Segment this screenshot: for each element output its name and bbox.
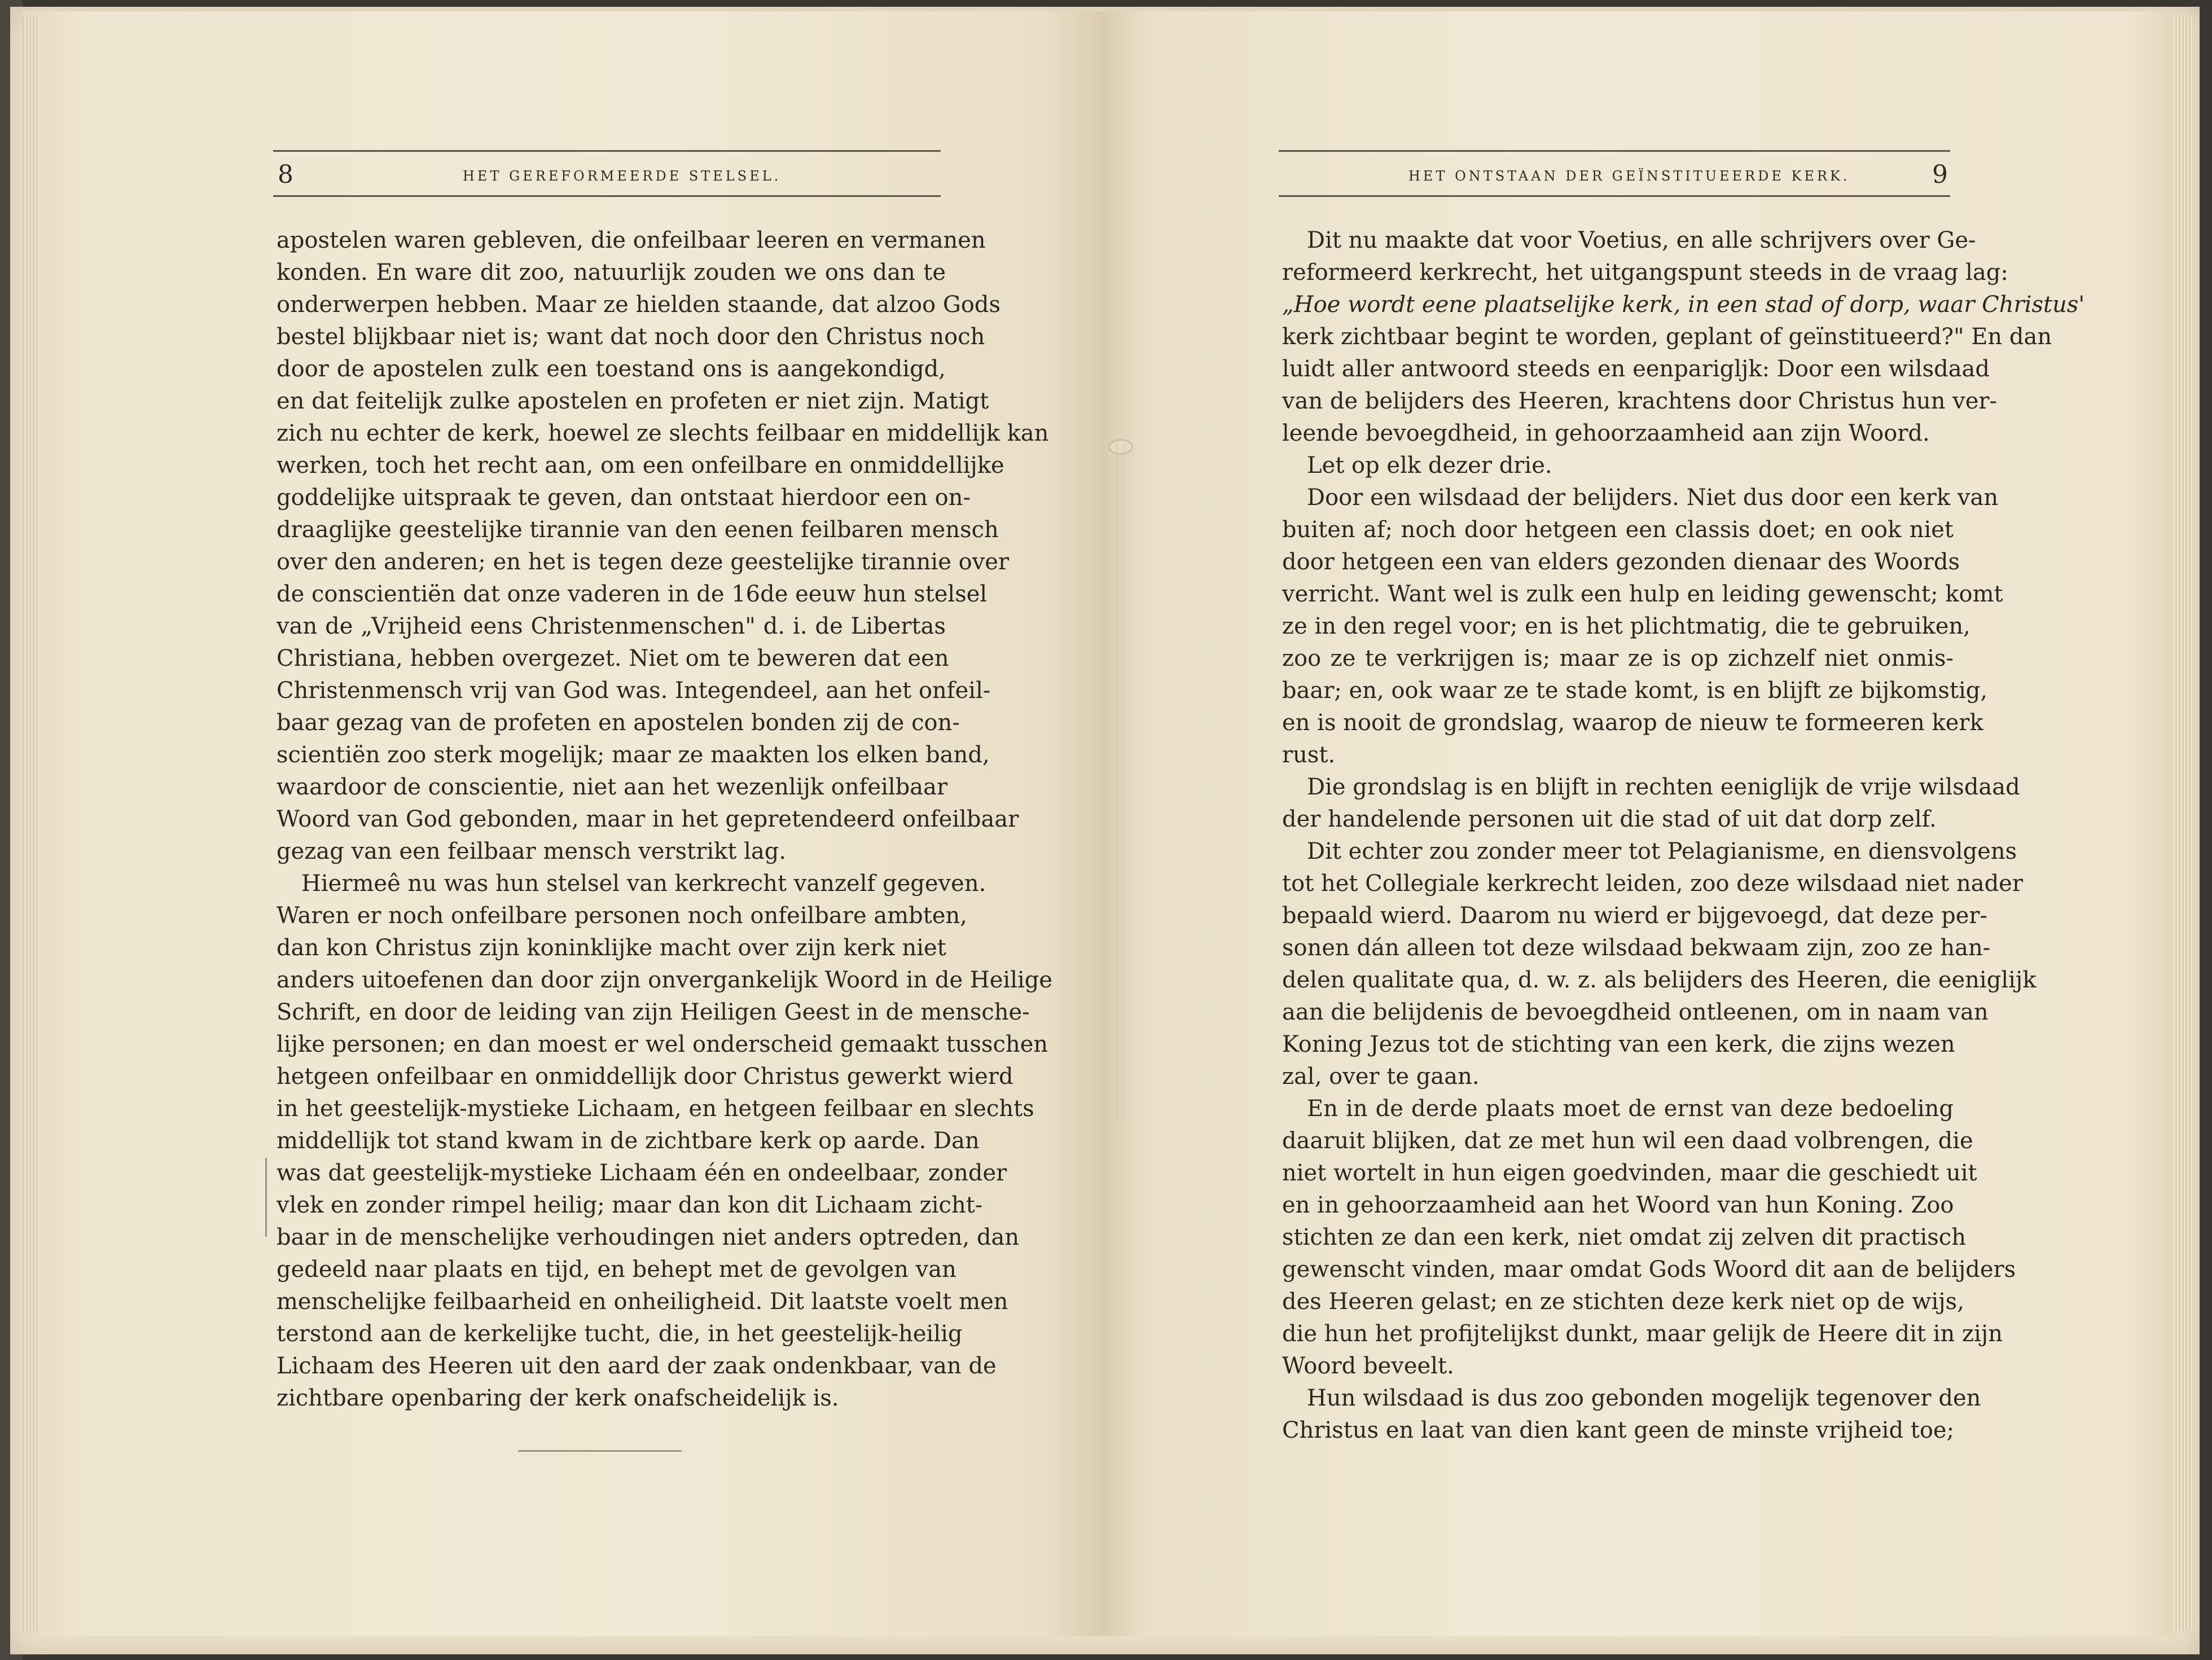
text-line: Dit echter zou zonder meer tot Pelagianisme, en diensvolgens	[1307, 838, 2017, 864]
text-line: door hetgeen een van elders gezonden dienaar des Woords	[1282, 549, 1960, 575]
right-page-number: 9	[1932, 160, 1948, 189]
text-line: gezag van een feilbaar mensch verstrikt lag.	[276, 838, 787, 864]
text-line: baar gezag van de profeten en apostelen bonden zij de con-	[276, 710, 960, 736]
right-header-rule-bottom	[1279, 195, 1950, 197]
text-line: Hun wilsdaad is dus zoo gebonden mogelijk tegenover den	[1307, 1385, 1981, 1411]
text-line: terstond aan de kerkelijke tucht, die, in het geestelijk-heilig	[276, 1321, 963, 1347]
text-line: onderwerpen hebben. Maar ze hielden staande, dat alzoo Gods	[276, 292, 1001, 318]
text-line: Dit nu maakte dat voor Voetius, en alle schrijvers over Ge-	[1307, 227, 1976, 253]
text-line: luidt aller antwoord steeds en eenparigljk: Door een wilsdaad	[1282, 356, 1990, 382]
text-line: baar; en, ook waar ze te stade komt, is en blijft ze bijkomstig,	[1282, 678, 1988, 704]
text-line: leende bevoegdheid, in gehoorzaamheid aan zijn Woord.	[1282, 420, 1930, 446]
text-line: zal, over te gaan.	[1282, 1064, 1480, 1090]
text-line: anders uitoefenen dan door zijn onvergankelijk Woord in de Heilige	[276, 967, 1053, 993]
text-line: Die grondslag is en blijft in rechten eeniglijk de vrije wilsdaad	[1307, 774, 2020, 800]
text-line: sonen dán alleen tot deze wilsdaad bekwaam zijn, zoo ze han-	[1282, 935, 1991, 961]
text-line: middellijk tot stand kwam in de zichtbare kerk op aarde. Dan	[276, 1128, 980, 1154]
text-line: over den anderen; en het is tegen deze geestelijke tirannie over	[276, 549, 1010, 575]
text-line: de conscientiën dat onze vaderen in de 16de eeuw hun stelsel	[276, 581, 988, 607]
text-line: stichten ze dan een kerk, niet omdat zij zelven dit practisch	[1282, 1224, 1966, 1250]
text-line: buiten af; noch door hetgeen een classis doet; en ook niet	[1282, 517, 1954, 543]
text-line: konden. En ware dit zoo, natuurlijk zouden we ons dan te	[276, 260, 946, 286]
left-header-rule-bottom	[273, 195, 941, 197]
right-running-head: HET ONTSTAAN DER GEÏNSTITUEERDE KERK.	[1408, 168, 1850, 184]
text-line: vlek en zonder rimpel heilig; maar dan kon dit Lichaam zicht-	[276, 1192, 983, 1218]
text-line: baar in de menschelijke verhoudingen niet anders optreden, dan	[276, 1224, 1020, 1250]
text-line: kerk zichtbaar begint te worden, geplant of geïnstitueerd?" En dan	[1282, 324, 2052, 350]
text-line: gedeeld naar plaats en tijd, en behept met de gevolgen van	[276, 1257, 956, 1283]
text-line: Let op elk dezer drie.	[1307, 453, 1552, 478]
text-line: verricht. Want wel is zulk een hulp en leiding gewenscht; komt	[1282, 581, 2003, 607]
text-line: aan die belijdenis de bevoegdheid ontleenen, om in naam van	[1282, 999, 1989, 1025]
text-line: van de „Vrijheid eens Christenmenschen" d. i. de Libertas	[276, 613, 946, 639]
text-line: Koning Jezus tot de stichting van een kerk, die zijns wezen	[1282, 1031, 1955, 1057]
text-line: draaglijke geestelijke tirannie van den eenen feilbaren mensch	[276, 517, 999, 543]
text-line: menschelijke feilbaarheid en onheiligheid. Dit laatste voelt men	[276, 1289, 1008, 1315]
text-line: niet wortelt in hun eigen goedvinden, maar die geschiedt uit	[1282, 1160, 1977, 1186]
text-line: Door een wilsdaad der belijders. Niet dus door een kerk van	[1307, 485, 1999, 511]
text-line: tot het Collegiale kerkrecht leiden, zoo deze wilsdaad niet nader	[1282, 871, 2023, 897]
right-page-text	[1282, 225, 2085, 1447]
text-line: daaruit blijken, dat ze met hun wil een daad volbrengen, die	[1282, 1128, 1973, 1154]
text-line: Christus en laat van dien kant geen de minste vrijheid toe;	[1282, 1417, 1955, 1443]
text-line: werken, toch het recht aan, om een onfeilbare en onmiddellijke	[276, 453, 1004, 478]
pencil-margin-mark	[265, 1158, 267, 1237]
text-line: gewenscht vinden, maar omdat Gods Woord dit aan de belijders	[1282, 1257, 2016, 1283]
text-line: lijke personen; en dan moest er wel onderscheid gemaakt tusschen	[276, 1031, 1048, 1057]
text-line: zichtbare openbaring der kerk onafscheidelijk is.	[276, 1385, 839, 1411]
text-line: Woord beveelt.	[1282, 1353, 1454, 1379]
left-page-text	[276, 225, 1053, 1415]
text-line: en dat feitelijk zulke apostelen en profeten er niet zijn. Matigt	[276, 388, 989, 414]
text-line: goddelijke uitspraak te geven, dan ontstaat hierdoor een on-	[276, 485, 971, 511]
text-line: en is nooit de grondslag, waarop de nieuw te formeeren kerk	[1282, 710, 1983, 736]
text-line: delen qualitate qua, d. w. z. als belijders des Heeren, die eeniglijk	[1282, 967, 2037, 993]
page-edges-right	[2174, 17, 2193, 1631]
text-line: Woord van God gebonden, maar in het gepretendeerd onfeilbaar	[276, 806, 1019, 832]
text-line: ze in den regel voor; en is het plichtmatig, die te gebruiken,	[1282, 613, 1970, 639]
text-line: van de belijders des Heeren, krachtens door Christus hun ver-	[1282, 388, 1998, 414]
text-line: die hun het profijtelijkst dunkt, maar gelijk de Heere dit in zijn	[1282, 1321, 2003, 1347]
binding-thread	[1116, 443, 1124, 1120]
page-edges-left	[23, 17, 40, 1631]
text-line: Christiana, hebben overgezet. Niet om te beweren dat een	[276, 645, 949, 671]
text-line: Hiermeê nu was hun stelsel van kerkrecht vanzelf gegeven.	[301, 871, 986, 897]
text-line: zoo ze te verkrijgen is; maar ze is op zichzelf niet onmis-	[1282, 645, 1954, 671]
text-line: hetgeen onfeilbaar en onmiddellijk door Christus gewerkt wierd	[276, 1064, 1013, 1090]
text-line: door de apostelen zulk een toestand ons is aangekondigd,	[276, 356, 946, 382]
left-page-number: 8	[278, 160, 293, 189]
text-line: En in de derde plaats moet de ernst van deze bedoeling	[1307, 1096, 1954, 1122]
left-header-rule-top	[273, 150, 941, 152]
text-line: apostelen waren gebleven, die onfeilbaar leeren en vermanen	[276, 227, 986, 253]
text-line: dan kon Christus zijn koninklijke macht over zijn kerk niet	[276, 935, 946, 961]
text-line: was dat geestelijk-mystieke Lichaam één en ondeelbaar, zonder	[276, 1160, 1007, 1186]
text-line: waardoor de conscientie, niet aan het wezenlijk onfeilbaar	[276, 774, 948, 800]
text-line: en in gehoorzaamheid aan het Woord van hun Koning. Zoo	[1282, 1192, 1954, 1218]
text-line: Christenmensch vrij van God was. Integendeel, aan het onfeil-	[276, 678, 991, 704]
text-line: reformeerd kerkrecht, het uitgangspunt steeds in de vraag lag:	[1282, 260, 2008, 286]
text-line: bestel blijkbaar niet is; want dat noch door den Christus noch	[276, 324, 985, 350]
text-line: Waren er noch onfeilbare personen noch onfeilbare ambten,	[276, 903, 967, 929]
text-line: des Heeren gelast; en ze stichten deze kerk niet op de wijs,	[1282, 1289, 1964, 1315]
left-running-head: HET GEREFORMEERDE STELSEL.	[463, 168, 782, 184]
text-line: in het geestelijk-mystieke Lichaam, en hetgeen feilbaar en slechts	[276, 1096, 1034, 1122]
text-line: rust.	[1282, 742, 1336, 768]
text-line: Schrift, en door de leiding van zijn Heiligen Geest in de mensche-	[276, 999, 1030, 1025]
text-line: zich nu echter de kerk, hoewel ze slechts feilbaar en middellijk kan	[276, 420, 1049, 446]
text-line: „Hoe wordt eene plaatselijke kerk, in een stad of dorp, waar Christus'	[1282, 292, 2085, 318]
text-line: der handelende personen uit die stad of uit dat dorp zelf.	[1282, 806, 1937, 832]
right-header-rule-top	[1279, 150, 1950, 152]
text-line: scientiën zoo sterk mogelijk; maar ze maakten los elken band,	[276, 742, 990, 768]
chapter-end-rule	[518, 1450, 682, 1452]
text-line: bepaald wierd. Daarom nu wierd er bijgevoegd, dat deze per-	[1282, 903, 1988, 929]
text-line: Lichaam des Heeren uit den aard der zaak ondenkbaar, van de	[276, 1353, 997, 1379]
